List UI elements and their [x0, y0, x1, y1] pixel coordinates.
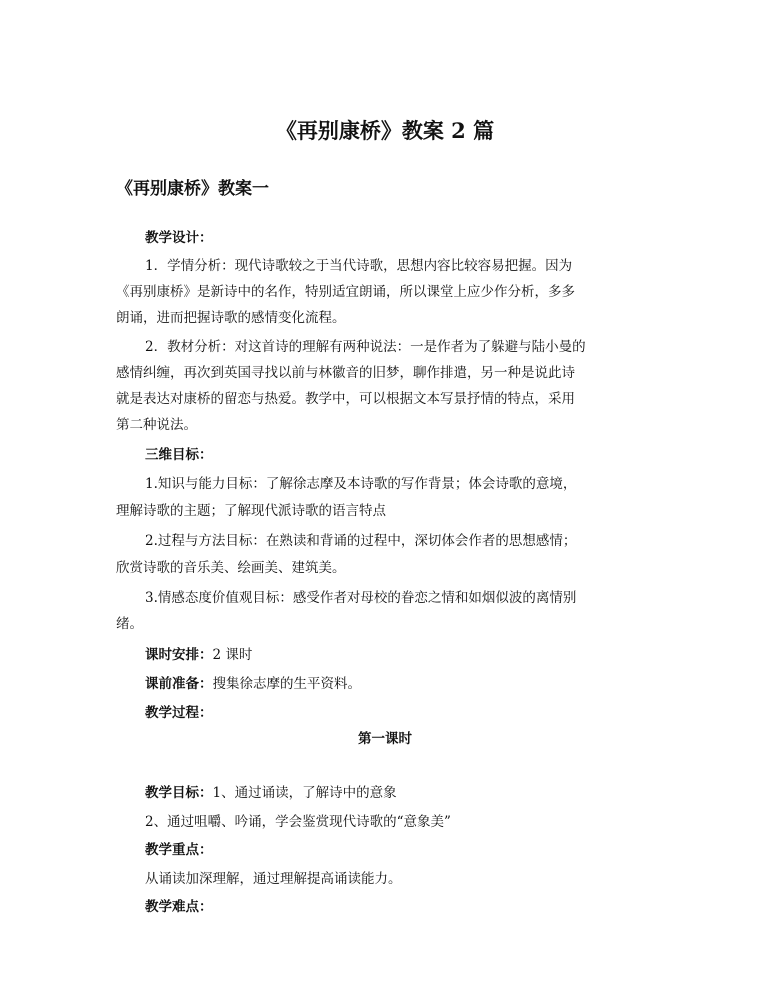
paragraph-line: 2、通过咀嚼、吟诵，学会鉴赏现代诗歌的“意象美”	[145, 814, 451, 830]
paragraph-line: 理解诗歌的主题；了解现代派诗歌的语言特点	[116, 503, 386, 519]
paragraph-line: 2．教材分析：对这首诗的理解有两种说法：一是作者为了躲避与陆小曼的	[145, 339, 586, 355]
lesson-goal-label: 教学目标：	[145, 785, 213, 801]
schedule-line	[145, 645, 252, 665]
process-heading: 教学过程：	[145, 705, 213, 721]
paragraph-line: 就是表达对康桥的留恋与热爱。教学中，可以根据文本写景抒情的特点，采用	[116, 391, 575, 407]
paragraph-line: 朗诵，进而把握诗歌的感情变化流程。	[116, 310, 346, 326]
goals-heading: 三维目标：	[145, 447, 213, 463]
document-title: 《再别康桥》教案 2 篇	[275, 118, 495, 143]
paragraph-line: 第二种说法。	[116, 417, 197, 433]
preparation-value: 搜集徐志摩的生平资料。	[212, 676, 361, 692]
section-title: 《再别康桥》教案一	[116, 179, 269, 199]
lesson-title: 第一课时	[358, 731, 412, 747]
key-points-heading: 教学重点：	[145, 842, 213, 858]
paragraph-line: 欣赏诗歌的音乐美、绘画美、建筑美。	[116, 560, 346, 576]
difficulty-heading: 教学难点：	[145, 899, 213, 915]
paragraph-line: 感情纠缠，再次到英国寻找以前与林徽音的旧梦，聊作排遣，另一种是说此诗	[116, 365, 575, 381]
paragraph-line: 3.情感态度价值观目标：感受作者对母校的眷恋之情和如烟似波的离情别	[145, 590, 577, 606]
paragraph-line: 从诵读加深理解，通过理解提高诵读能力。	[145, 871, 402, 887]
paragraph-line: 绪。	[116, 616, 143, 632]
paragraph-line: 2.过程与方法目标：在熟读和背诵的过程中，深切体会作者的思想感情；	[145, 533, 577, 549]
preparation-line	[145, 674, 361, 694]
teaching-design-heading: 教学设计：	[145, 230, 213, 246]
schedule-label: 课时安排：	[145, 647, 213, 663]
preparation-label: 课前准备：	[145, 676, 213, 692]
lesson-goal-value: 1、通过诵读，了解诗中的意象	[212, 785, 397, 801]
paragraph-line: 1．学情分析：现代诗歌较之于当代诗歌，思想内容比较容易把握。因为	[145, 258, 573, 274]
schedule-value: 2 课时	[212, 647, 253, 663]
paragraph-line: 《再别康桥》是新诗中的名作，特别适宜朗诵，所以课堂上应少作分析，多多	[116, 284, 575, 300]
lesson-goal-line	[145, 783, 397, 803]
paragraph-line: 1.知识与能力目标：了解徐志摩及本诗歌的写作背景；体会诗歌的意境，	[145, 476, 577, 492]
